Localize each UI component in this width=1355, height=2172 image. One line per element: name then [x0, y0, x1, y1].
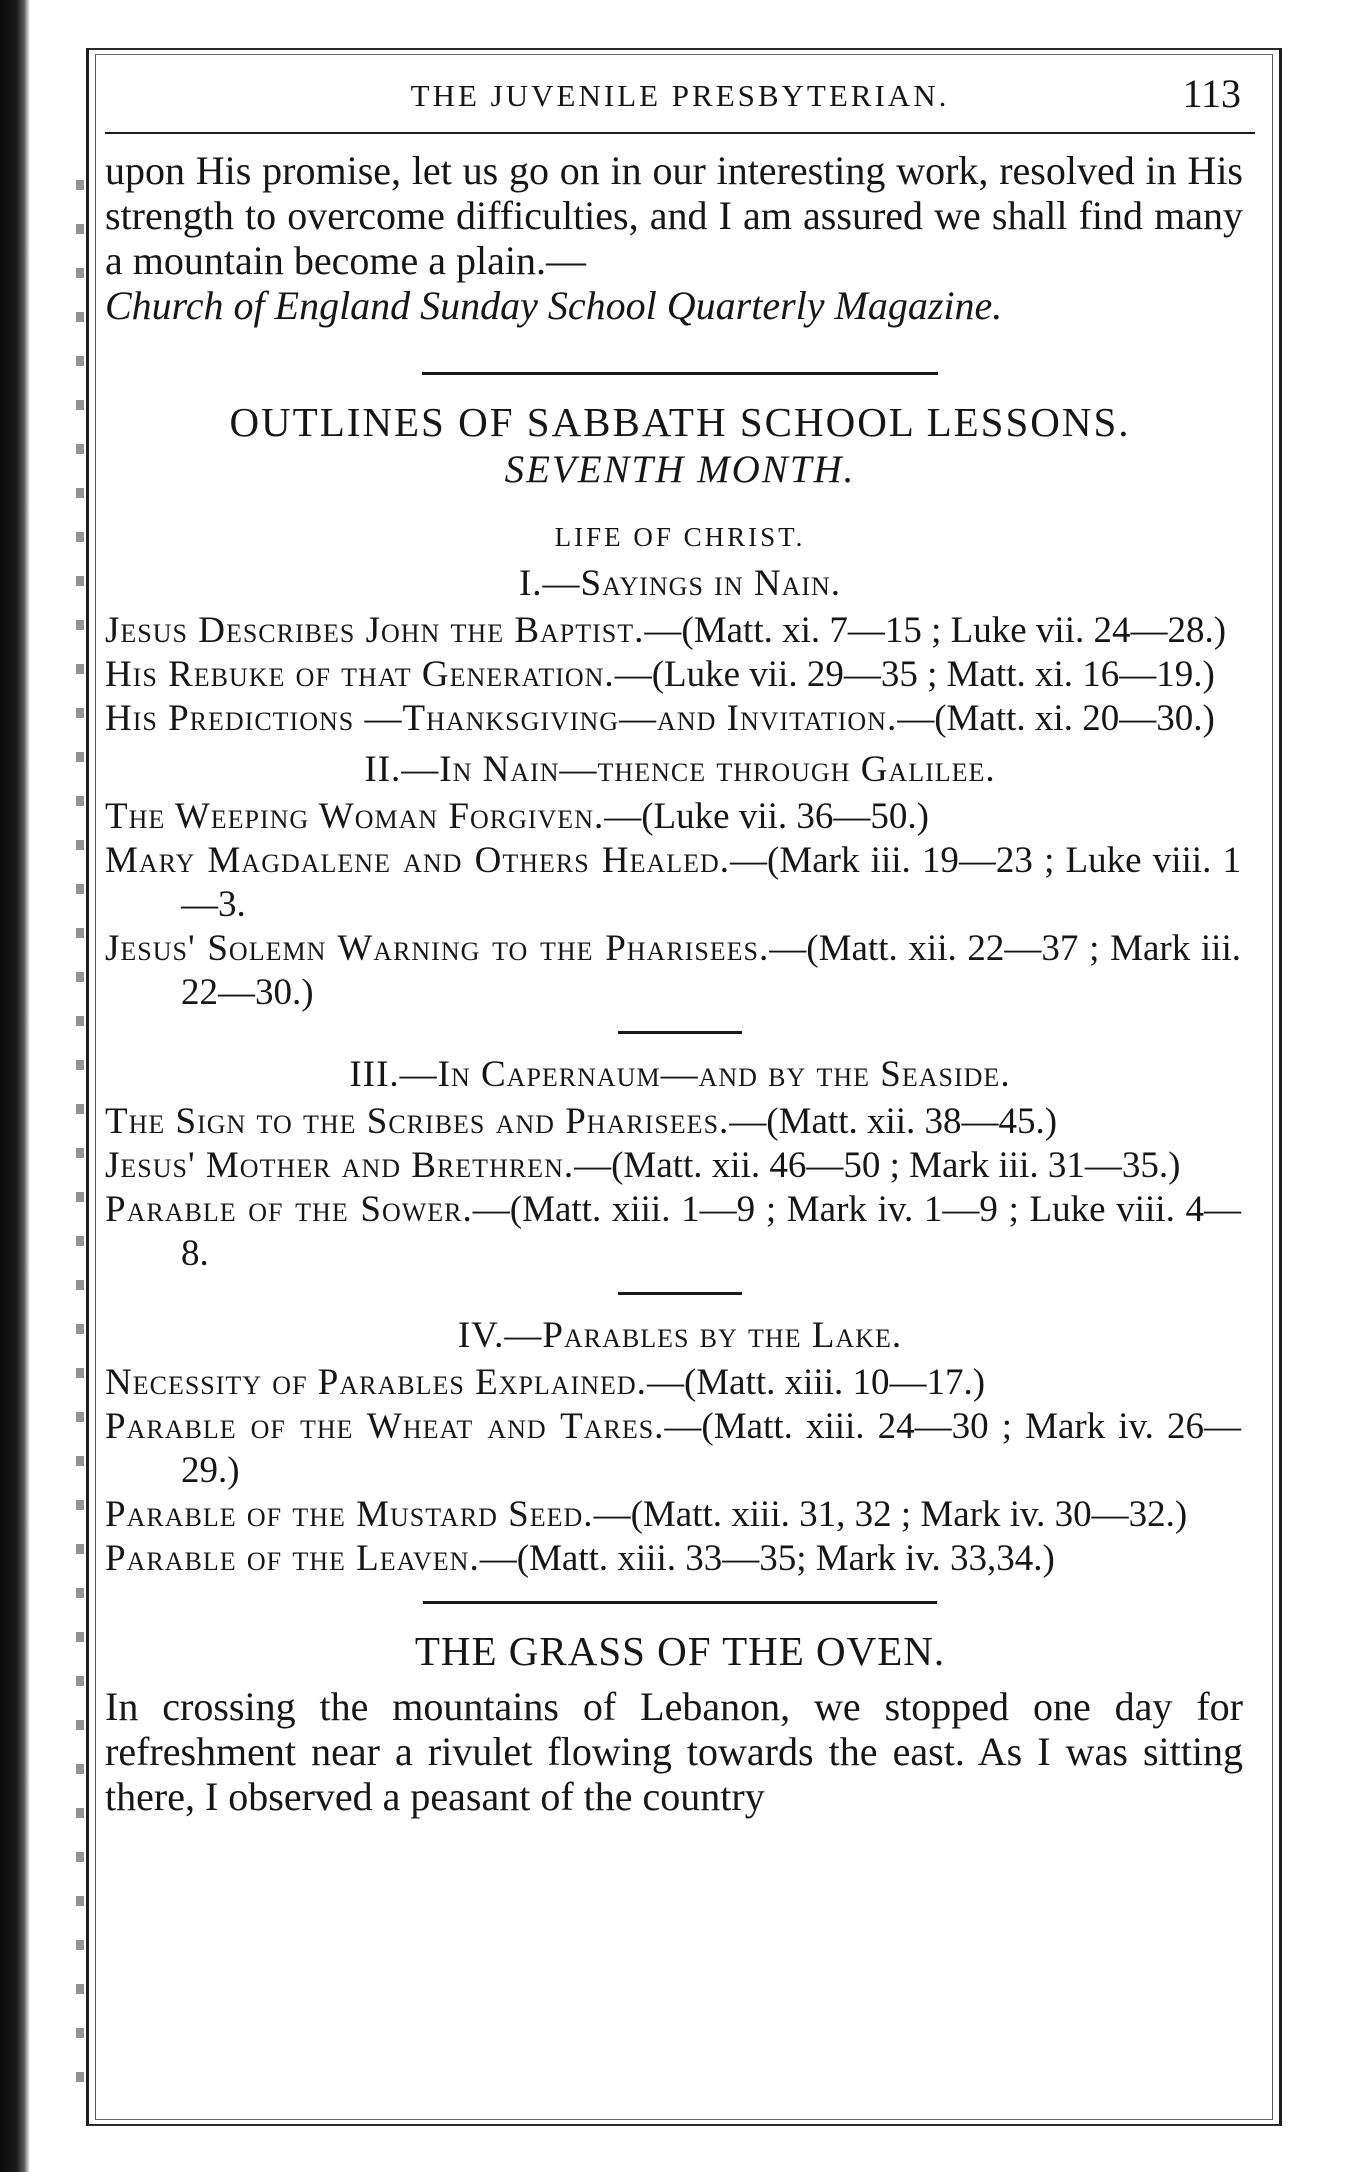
lesson-ref: —(Luke vii. 29—35 ; Matt. xi. 16—19.)	[614, 654, 1215, 695]
lesson-ref: —(Matt. xiii. 24—30 ; Mark iv. 26—29.)	[181, 1406, 1241, 1491]
intro-text: upon His promise, let us go on in our interesting work, resolved in His strength to overcome difficulties, and I am assured we shall find many a mountain become a plain.—	[105, 148, 1243, 283]
article-title: THE GRASS OF THE OVEN.	[414, 1628, 946, 1674]
lesson-ref: —(Luke vii. 36—50.)	[604, 796, 929, 837]
page-content	[105, 68, 1255, 1819]
lesson-entry	[105, 653, 1255, 697]
part-heading: II.—In Nain—thence through Galilee.	[364, 749, 996, 790]
lesson-ref: —(Matt. xii. 22—37 ; Mark iii. 22—30.)	[181, 928, 1241, 1013]
lesson-entry	[105, 1405, 1255, 1493]
part-1	[105, 561, 1255, 741]
lesson-entry	[105, 1144, 1255, 1188]
lesson-title: The Sign to the Scribes and Pharisees.	[105, 1101, 730, 1142]
lesson-title: Parable of the Wheat and Tares.	[105, 1406, 665, 1447]
part-divider	[618, 1031, 742, 1034]
lesson-ref: —(Matt. xii. 38—45.)	[729, 1101, 1058, 1142]
lesson-entry	[105, 1537, 1255, 1581]
lesson-title: Necessity of Parables Explained.	[105, 1362, 647, 1403]
part-heading: I.—Sayings in Nain.	[518, 563, 842, 604]
lesson-ref: —(Matt. xi. 7—15 ; Luke vii. 24—28.)	[644, 610, 1227, 651]
lesson-ref: —(Mark iii. 19—23 ; Luke viii. 1—3.	[181, 840, 1241, 925]
intro-paragraph	[105, 148, 1255, 328]
lesson-ref: —(Matt. xii. 46—50 ; Mark iii. 31—35.)	[574, 1145, 1181, 1186]
lesson-title: Mary Magdalene and Others Healed.	[105, 840, 731, 881]
lesson-entry	[105, 609, 1255, 653]
lesson-ref: —(Matt. xi. 20—30.)	[897, 698, 1215, 739]
lesson-entry	[105, 1100, 1255, 1144]
lesson-title: Parable of the Mustard Seed.	[105, 1494, 594, 1535]
part-divider	[618, 1292, 742, 1295]
lesson-title: Parable of the Sower.	[105, 1189, 473, 1230]
lesson-title: The Weeping Woman Forgiven.	[105, 796, 605, 837]
journal-title: THE JUVENILE PRESBYTERIAN.	[410, 78, 950, 113]
lesson-ref: —(Matt. xiii. 33—35; Mark iv. 33,34.)	[479, 1538, 1055, 1579]
part-heading: III.—In Capernaum—and by the Seaside.	[349, 1054, 1011, 1095]
outlines-subtitle: SEVENTH MONTH.	[504, 448, 856, 491]
outlines-title: OUTLINES OF SABBATH SCHOOL LESSONS.	[229, 399, 1131, 445]
lesson-entry	[105, 697, 1255, 741]
lesson-entry	[105, 1493, 1255, 1537]
outlines-topic: LIFE OF CHRIST.	[554, 522, 806, 552]
lesson-ref: —(Matt. xiii. 10—17.)	[646, 1362, 986, 1403]
lesson-title: His Rebuke of that Generation.	[105, 654, 615, 695]
part-4	[105, 1313, 1255, 1581]
lesson-entry	[105, 1361, 1255, 1405]
book-spine-shadow	[0, 0, 30, 2172]
lesson-entry	[105, 795, 1255, 839]
lesson-ref: —(Matt. xiii. 31, 32 ; Mark iv. 30—32.)	[593, 1494, 1188, 1535]
intro-source: Church of England Sunday School Quarterly Magazine.	[105, 283, 1003, 328]
lesson-entry	[105, 839, 1255, 927]
part-2	[105, 747, 1255, 1015]
lesson-ref: —(Matt. xiii. 1—9 ; Mark iv. 1—9 ; Luke viii. 4—8.	[181, 1189, 1241, 1274]
margin-marks	[76, 180, 84, 2100]
page-number: 113	[1182, 71, 1241, 116]
running-head	[105, 68, 1255, 134]
lesson-title: His Predictions —Thanksgiving—and Invitation.	[105, 698, 898, 739]
article-paragraph: In crossing the mountains of Lebanon, we stopped one day for refreshment near a rivulet flowing towards the east. As I was sitting there, I observed a peasant of the country	[105, 1684, 1243, 1819]
lesson-title: Parable of the Leaven.	[105, 1538, 480, 1579]
part-3	[105, 1052, 1255, 1276]
section-divider	[422, 372, 938, 375]
section-divider	[423, 1601, 937, 1604]
lesson-title: Jesus' Solemn Warning to the Pharisees.	[105, 928, 770, 969]
lesson-entry	[105, 927, 1255, 1015]
part-heading: IV.—Parables by the Lake.	[457, 1315, 903, 1356]
lesson-entry	[105, 1188, 1255, 1276]
lesson-title: Jesus Describes John the Baptist.	[105, 610, 645, 651]
lesson-title: Jesus' Mother and Brethren.	[105, 1145, 575, 1186]
